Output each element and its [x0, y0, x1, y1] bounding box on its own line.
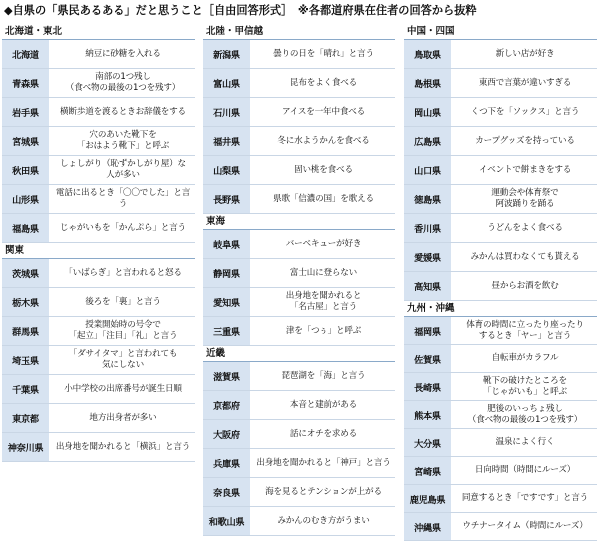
section-heading: 北陸・甲信越: [203, 24, 395, 40]
table-row: [2, 69, 195, 98]
prefecture-label: 山形県: [2, 185, 49, 213]
table-row: [203, 156, 395, 185]
prefecture-label: 東京都: [2, 404, 49, 432]
answer-text: 新しい店が好き: [451, 40, 597, 68]
section-heading: 関東: [2, 243, 195, 259]
answer-text: 冬に水ようかんを食べる: [250, 127, 395, 155]
table-row: [203, 362, 395, 391]
answer-text: 富士山に登らない: [250, 259, 395, 287]
answer-text: 穴のあいた靴下を 「おはよう靴下」と呼ぶ: [49, 127, 195, 155]
answer-text: うどんをよく食べる: [451, 214, 597, 242]
table-row: [404, 69, 597, 98]
table-row: [203, 507, 395, 536]
table-row: [2, 185, 195, 214]
table-row: [404, 272, 597, 301]
table-row: [404, 373, 597, 401]
table-row: [404, 457, 597, 485]
answer-text: イベントで餅まきをする: [451, 156, 597, 184]
prefecture-label: 大阪府: [203, 420, 250, 448]
table-row: [203, 40, 395, 69]
prefecture-label: 奈良県: [203, 478, 250, 506]
table-row: [2, 98, 195, 127]
prefecture-label: 神奈川県: [2, 433, 49, 461]
table-row: [203, 98, 395, 127]
section-tokai: [203, 214, 395, 346]
answer-text: 体育の時間に立ったり座ったり するとき「ヤー」と言う: [451, 317, 597, 344]
prefecture-label: 島根県: [404, 69, 451, 97]
prefecture-label: 佐賀県: [404, 345, 451, 372]
table-row: [2, 404, 195, 433]
answer-text: 固い桃を食べる: [250, 156, 395, 184]
prefecture-label: 徳島県: [404, 185, 451, 213]
column-middle: [203, 24, 395, 536]
prefecture-label: 鹿児島県: [404, 485, 451, 512]
section-heading: 九州・沖縄: [404, 301, 597, 317]
answer-text: みかんは買わなくても貰える: [451, 243, 597, 271]
answer-text: 昆布をよく食べる: [250, 69, 395, 97]
prefecture-label: 愛媛県: [404, 243, 451, 271]
table-row: [404, 243, 597, 272]
prefecture-label: 宮城県: [2, 127, 49, 155]
prefecture-label: 福島県: [2, 214, 49, 242]
prefecture-label: 福井県: [203, 127, 250, 155]
prefecture-label: 長野県: [203, 185, 250, 213]
prefecture-label: 京都府: [203, 391, 250, 419]
prefecture-label: 新潟県: [203, 40, 250, 68]
table-row: [404, 156, 597, 185]
table-row: [2, 156, 195, 185]
answer-text: 肥後のいっちょ残し （食べ物の最後の1つを残す）: [451, 401, 597, 428]
section-hokuriku: [203, 24, 395, 214]
answer-text: カープグッズを持っている: [451, 127, 597, 155]
section-heading: 北海道・東北: [2, 24, 195, 40]
answer-text: しょしがり（恥ずかしがり屋）な 人が多い: [49, 156, 195, 184]
answer-text: 自転車がカラフル: [451, 345, 597, 372]
answer-text: 出身地を聞かれると 「名古屋」と言う: [250, 288, 395, 316]
column-left: [2, 24, 195, 462]
answer-text: 海を見るとテンションが上がる: [250, 478, 395, 506]
table-row: [203, 127, 395, 156]
answer-text: 温泉によく行く: [451, 429, 597, 456]
prefecture-label: 宮崎県: [404, 457, 451, 484]
prefecture-label: 山口県: [404, 156, 451, 184]
prefecture-label: 愛知県: [203, 288, 250, 316]
table-row: [404, 214, 597, 243]
answer-text: じゃがいもを「かんぷら」と言う: [49, 214, 195, 242]
prefecture-label: 山梨県: [203, 156, 250, 184]
table-row: [2, 433, 195, 462]
prefecture-label: 岩手県: [2, 98, 49, 126]
section-kyushu-okinawa: [404, 301, 597, 541]
prefecture-label: 沖縄県: [404, 513, 451, 540]
prefecture-label: 和歌山県: [203, 507, 250, 535]
section-kinki: [203, 346, 395, 536]
prefecture-label: 千葉県: [2, 375, 49, 403]
page-title: ◆自県の「県民あるある」だと思うこと［自由回答形式］ ※各都道府県在住者の回答から抜粋: [4, 4, 477, 17]
answer-text: アイスを一年中食べる: [250, 98, 395, 126]
table-row: [2, 127, 195, 156]
answer-text: 津を「つぅ」と呼ぶ: [250, 317, 395, 345]
answer-text: 南部の1つ残し （食べ物の最後の1つを残す）: [49, 69, 195, 97]
prefecture-label: 埼玉県: [2, 346, 49, 374]
table-row: [2, 288, 195, 317]
section-heading: 近畿: [203, 346, 395, 362]
table-row: [404, 485, 597, 513]
answer-text: 同意するとき「ですです」と言う: [451, 485, 597, 512]
prefecture-label: 岐阜県: [203, 230, 250, 258]
prefecture-label: 静岡県: [203, 259, 250, 287]
prefecture-label: 茨城県: [2, 259, 49, 287]
table-row: [404, 513, 597, 541]
table-row: [203, 317, 395, 346]
prefecture-label: 北海道: [2, 40, 49, 68]
table-row: [404, 429, 597, 457]
section-heading: 東海: [203, 214, 395, 230]
column-right: [404, 24, 597, 541]
answer-text: 靴下の破けたところを 「じゃがいも」と呼ぶ: [451, 373, 597, 400]
prefecture-label: 青森県: [2, 69, 49, 97]
answer-text: 日向時間（時間にルーズ）: [451, 457, 597, 484]
answer-text: 県歌「信濃の国」を歌える: [250, 185, 395, 213]
table-row: [203, 259, 395, 288]
section-heading: 中国・四国: [404, 24, 597, 40]
table-row: [404, 401, 597, 429]
prefecture-label: 岡山県: [404, 98, 451, 126]
prefecture-label: 広島県: [404, 127, 451, 155]
prefecture-label: 熊本県: [404, 401, 451, 428]
prefecture-label: 富山県: [203, 69, 250, 97]
answer-text: 地方出身者が多い: [49, 404, 195, 432]
answer-text: 曇りの日を「晴れ」と言う: [250, 40, 395, 68]
table-row: [203, 478, 395, 507]
prefecture-label: 滋賀県: [203, 362, 250, 390]
answer-text: 小中学校の出席番号が誕生日順: [49, 375, 195, 403]
prefecture-label: 兵庫県: [203, 449, 250, 477]
prefecture-label: 大分県: [404, 429, 451, 456]
table-row: [2, 346, 195, 375]
prefecture-label: 高知県: [404, 272, 451, 300]
table-row: [404, 127, 597, 156]
answer-text: 出身地を聞かれると「横浜」と言う: [49, 433, 195, 461]
answer-text: 「ダサイタマ」と言われても 気にしない: [49, 346, 195, 374]
answer-text: みかんのむき方がうまい: [250, 507, 395, 535]
answer-text: 出身地を聞かれると「神戸」と言う: [250, 449, 395, 477]
prefecture-label: 栃木県: [2, 288, 49, 316]
table-row: [404, 317, 597, 345]
answer-text: くつ下を「ソックス」と言う: [451, 98, 597, 126]
prefecture-label: 福岡県: [404, 317, 451, 344]
answer-text: 「いばらぎ」と言われると怒る: [49, 259, 195, 287]
answer-text: 横断歩道を渡るときお辞儀をする: [49, 98, 195, 126]
answer-text: 本音と建前がある: [250, 391, 395, 419]
table-row: [2, 259, 195, 288]
section-chugoku-shikoku: [404, 24, 597, 301]
answer-text: 納豆に砂糖を入れる: [49, 40, 195, 68]
answer-text: 運動会や体育祭で 阿波踊りを踊る: [451, 185, 597, 213]
section-hokkaido-tohoku: [2, 24, 195, 243]
table-row: [404, 345, 597, 373]
table-row: [404, 40, 597, 69]
table-row: [203, 185, 395, 214]
answer-text: 電話に出るとき「〇〇でした」と言う: [49, 185, 195, 213]
prefecture-label: 秋田県: [2, 156, 49, 184]
prefecture-label: 三重県: [203, 317, 250, 345]
table-row: [2, 375, 195, 404]
answer-text: 話にオチを求める: [250, 420, 395, 448]
table-row: [203, 69, 395, 98]
prefecture-label: 香川県: [404, 214, 451, 242]
prefecture-label: 鳥取県: [404, 40, 451, 68]
prefecture-label: 長崎県: [404, 373, 451, 400]
table-row: [404, 185, 597, 214]
prefecture-label: 石川県: [203, 98, 250, 126]
answer-text: 授業開始時の号令で 「起立」「注目」「礼」と言う: [49, 317, 195, 345]
answer-text: ウチナータイム（時間にルーズ）: [451, 513, 597, 540]
table-row: [2, 214, 195, 243]
table-row: [203, 288, 395, 317]
prefecture-label: 群馬県: [2, 317, 49, 345]
table-row: [2, 317, 195, 346]
table-row: [203, 420, 395, 449]
answer-text: 琵琶湖を「海」と言う: [250, 362, 395, 390]
table-row: [203, 449, 395, 478]
table-row: [203, 391, 395, 420]
answer-text: 昼からお酒を飲む: [451, 272, 597, 300]
table-row: [404, 98, 597, 127]
answer-text: バーベキューが好き: [250, 230, 395, 258]
table-row: [2, 40, 195, 69]
table-row: [203, 230, 395, 259]
answer-text: 東西で言葉が違いすぎる: [451, 69, 597, 97]
answer-text: 後ろを「裏」と言う: [49, 288, 195, 316]
section-kanto: [2, 243, 195, 462]
